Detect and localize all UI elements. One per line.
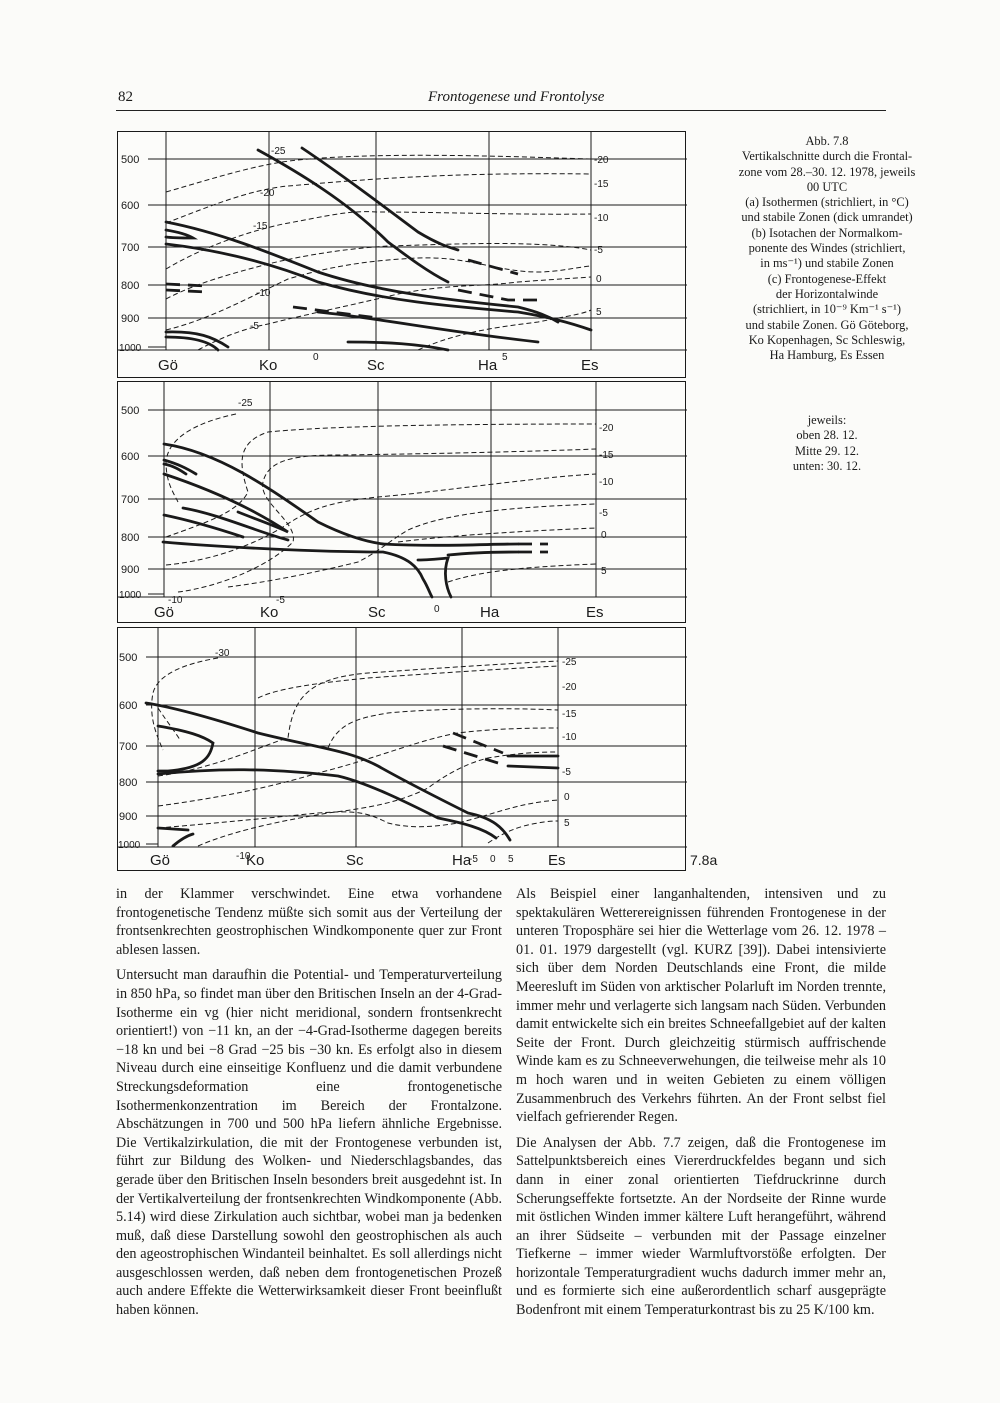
figure-caption	[702, 134, 952, 363]
figure-label: 7.8a	[690, 852, 718, 868]
stable-zones	[166, 148, 591, 350]
isoline-label: 5	[596, 307, 602, 318]
isoline-label: 0	[313, 352, 319, 363]
isoline-label: -5	[562, 767, 571, 778]
y-tick-500: 500	[121, 154, 140, 166]
caption-line: Ko Kopenhagen, Sc Schleswig,	[748, 332, 906, 347]
isotherm-cross-section-chart	[118, 132, 687, 379]
isoline-label: -5	[599, 508, 608, 519]
isoline-label: -20	[260, 188, 275, 199]
caption-line: zone vom 28.–30. 12. 1978, jeweils	[738, 164, 916, 179]
isoline-label: 0	[564, 792, 570, 803]
isoline-label: -5	[594, 245, 603, 256]
caption-line: Vertikalschnitte durch die Frontal-	[741, 149, 913, 164]
station-kopenhagen: Ko	[259, 357, 278, 374]
caption-line: (b) Isotachen der Normalkom-	[751, 225, 903, 240]
stable-zones-dashed	[443, 733, 503, 763]
y-tick-900: 900	[119, 811, 138, 823]
caption-line: Ha Hamburg, Es Essen	[769, 348, 885, 363]
header-rule	[116, 110, 886, 111]
y-tick-900: 900	[121, 564, 140, 576]
y-tick-800: 800	[121, 280, 140, 292]
dates-line: jeweils:	[807, 413, 847, 427]
y-tick-1000: 1000	[119, 343, 142, 354]
dates-line: unten: 30. 12.	[792, 458, 862, 473]
isoline-label: -25	[238, 398, 253, 409]
isoline-label: 5	[508, 854, 514, 865]
isoline-label: 0	[601, 530, 607, 541]
isoline-label: -10	[168, 595, 183, 606]
body-column-left	[116, 885, 502, 1327]
chart-panel-middle	[117, 381, 686, 623]
isoline-label: 5	[601, 566, 607, 577]
station-schleswig: Sc	[346, 852, 364, 869]
y-tick-600: 600	[119, 700, 138, 712]
isoline-label: -5	[250, 321, 259, 332]
isoline-label: -10	[562, 732, 577, 743]
caption-line: und stabile Zonen. Gö Göteborg,	[745, 317, 909, 332]
caption-line: ponente des Windes (strichliert,	[748, 241, 906, 256]
station-kopenhagen: Ko	[246, 852, 265, 869]
y-tick-1000: 1000	[118, 840, 141, 851]
isotachs	[166, 414, 596, 592]
paragraph: in der Klammer verschwindet. Eine etwa vorhandene frontogenetische Tendenz müßte sich somit aus der Verteilung der frontsenkrechten geostrophischen Windkomponente quer zur Front ablesen lassen.	[116, 886, 502, 958]
station-hamburg: Ha	[478, 357, 498, 374]
y-tick-700: 700	[121, 494, 140, 506]
isoline-label: -25	[271, 146, 286, 157]
y-tick-800: 800	[119, 777, 138, 789]
dates-line: oben 28. 12.	[796, 428, 858, 443]
isoline-label: 5	[502, 352, 508, 363]
isoline-label: -15	[253, 221, 268, 232]
y-tick-700: 700	[119, 741, 138, 753]
caption-line: und stabile Zonen (dick umrandet)	[741, 210, 913, 225]
isoline-label: 0	[434, 604, 440, 615]
isoline-label: 0	[490, 854, 496, 865]
station-goeteborg: Gö	[158, 357, 179, 374]
y-tick-900: 900	[121, 313, 140, 325]
caption-line: (c) Frontogenese-Effekt	[767, 271, 887, 286]
stable-zones	[146, 703, 558, 846]
isoline-label: -10	[256, 288, 271, 299]
station-schleswig: Sc	[368, 604, 386, 621]
figure-dates-note	[702, 413, 952, 474]
running-title: Frontogenese und Frontolyse	[428, 89, 605, 105]
y-tick-700: 700	[121, 242, 140, 254]
frontogenesis-cross-section-chart	[118, 628, 687, 872]
isoline-label: -15	[594, 179, 609, 190]
station-essen: Es	[548, 852, 566, 869]
station-essen: Es	[581, 357, 599, 374]
chart-panel-bottom	[117, 627, 686, 871]
dates-line: Mitte 29. 12.	[794, 443, 860, 458]
y-tick-600: 600	[121, 200, 140, 212]
body-column-right	[516, 885, 886, 1327]
station-hamburg: Ha	[480, 604, 500, 621]
caption-line: Abb. 7.8	[805, 134, 849, 148]
station-essen: Es	[586, 604, 604, 621]
page-number: 82	[118, 89, 133, 105]
isoline-label: -20	[562, 682, 577, 693]
isotach-cross-section-chart	[118, 382, 687, 624]
isoline-label: -5	[276, 595, 285, 606]
caption-line: (strichliert, in 10⁻⁹ Km⁻¹ s⁻¹)	[752, 302, 902, 317]
isoline-label: -5	[469, 854, 478, 865]
caption-line: 00 UTC	[806, 179, 848, 194]
isoline-label: -10	[599, 477, 614, 488]
y-tick-500: 500	[119, 652, 138, 664]
isoline-label: -20	[594, 155, 609, 166]
isoline-label: -15	[562, 709, 577, 720]
y-tick-600: 600	[121, 451, 140, 463]
isoline-label: -30	[215, 648, 230, 659]
caption-line: in ms⁻¹) und stabile Zonen	[760, 256, 894, 271]
station-kopenhagen: Ko	[260, 604, 279, 621]
isoline-label: -10	[236, 851, 251, 862]
paragraph: Untersucht man daraufhin die Potential- und Temperaturverteilung in 850 hPa, so findet man über den Britischen Inseln an der 4-Grad-Isotherme ein vg (hier nicht meridional, sondern frontsenkrecht orientiert!) von −11 kn, an der −4-Grad-Isotherme dagegen bereits −18 kn und bei −8 Grad −25 bis −30 kn. Es erfolgt also in diesem Niveau durch eine einseitige Konfluenz und die damit verbundene Streckungsdeformation eine frontogenetische Isothermenkonzentration im Bereich der Frontalzone. Abschätzungen in 700 und 500 hPa liefern ähnliche Ergebnisse. Die Vertikalzirkulation, die mit der Frontogenese verbunden ist, führt zur Bildung des Wolken- und Niederschlagsbandes, das gerade über den Britischen Inseln besonders breit ausgedehnt ist. In der Vertikalverteilung der frontsenkrechten Windkomponente (Abb. 5.14) wird diese Zirkulation auch sichtbar, wobei man ja bedenken muß, daß diese Darstellung sowohl den geostrophischen als auch den ageostrophischen Windanteil beinhaltet. Es soll allerdings nicht ausgeschlossen werden, daß neben dem frontogenetischen Prozeß auch andere Effekte die Wetterwirksamkeit dieser Front beeinflußt haben können.	[116, 967, 502, 1319]
isoline-label: -15	[599, 450, 614, 461]
station-goeteborg: Gö	[150, 852, 171, 869]
y-tick-800: 800	[121, 532, 140, 544]
stable-zones-dashed	[518, 544, 548, 552]
chart-panel-top	[117, 131, 686, 378]
isoline-label: 5	[564, 818, 570, 829]
caption-line: (a) Isothermen (strichliert, in °C)	[745, 195, 909, 210]
paragraph: Als Beispiel einer langanhaltenden, intensiven und zu spektakulären Wetterereignissen führenden Frontogenese in der unteren Troposphäre sei hier die Wetterlage vom 26. 12. 1978 – 01. 01. 1979 dargestellt (vgl. KURZ [39]). Dabei intensivierte sich über dem Norden Deutschlands eine Front, die milde Meeresluft im Süden von arktischer Polarluft im Norden trennte, immer mehr und verlagerte sich langsam nach Süden. Verbunden damit entwickelte sich ein breites Schneefallgebiet auf der kalten Seite der Front. Durch gleichzeitig stürmisch auffrischende Winde kam es zu Schneeverwehungen, die teilweise mehr als 10 m hoch waren und in weiten Gebieten zu einem völligen Zusammenbruch des Verkehrs führten. An der Front selbst fiel vielfach gefrierender Regen.	[516, 886, 886, 1126]
station-goeteborg: Gö	[154, 604, 175, 621]
station-hamburg: Ha	[452, 852, 472, 869]
y-tick-1000: 1000	[119, 590, 142, 601]
station-schleswig: Sc	[367, 357, 385, 374]
y-tick-500: 500	[121, 405, 140, 417]
isoline-label: -20	[599, 423, 614, 434]
isoline-label: -25	[562, 657, 577, 668]
isoline-label: -10	[594, 213, 609, 224]
stable-zones	[163, 444, 518, 597]
paragraph: Die Analysen der Abb. 7.7 zeigen, daß die Frontogenese im Sattelpunktsbereich eines Viererdruckfeldes begann und sich dann in einer zonal orientierten Tiefdruckrinne durch Scherungseffekte fortsetzte. An der Nordseite der Rinne wurde mit östlichen Winden immer kältere Luft herangeführt, während an ihrer Südseite – verbunden mit der Passage einzelner Tiefkerne – immer wieder Warmluftvorstöße erfolgten. Der horizontale Temperaturgradient wuchs dadurch immer mehr an, und es formierte sich eine außerordentlich scharf ausgeprägte Bodenfront mit einem Temperaturkontrast bis zu 25 K/100 km.	[516, 1134, 886, 1319]
caption-line: der Horizontalwinde	[775, 286, 879, 301]
isoline-label: 0	[596, 274, 602, 285]
